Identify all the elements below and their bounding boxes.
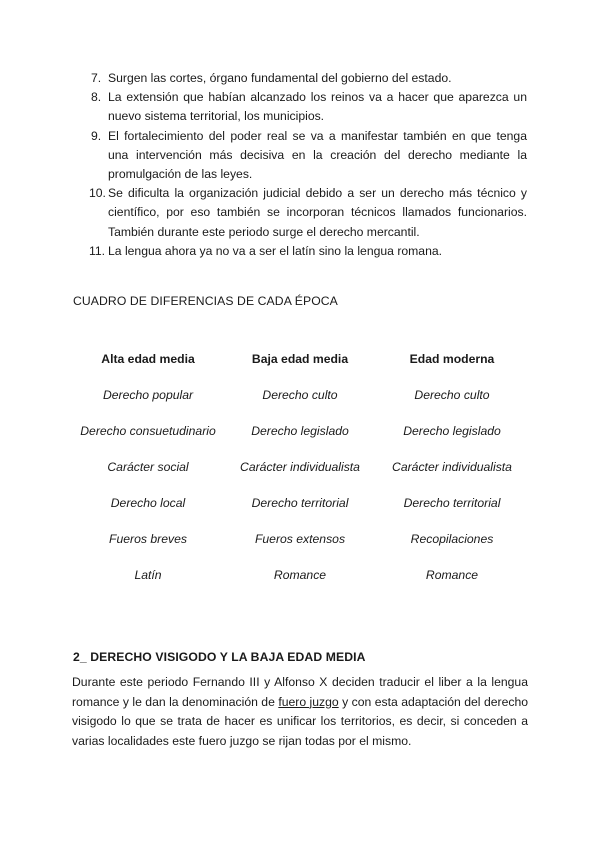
- underlined-term: fuero juzgo: [278, 694, 339, 709]
- table-cell: Derecho legislado: [403, 424, 501, 438]
- table-cell: Derecho territorial: [251, 496, 349, 510]
- section-heading: 2_ DERECHO VISIGODO Y LA BAJA EDAD MEDIA: [73, 650, 366, 664]
- column-header: Edad moderna: [409, 352, 495, 366]
- list-text: Se dificulta la organización judicial debido a ser un derecho más técnico y científico, por eso también se incorporan técnicos llamados funcionarios. También durante este periodo surge el derecho mercantil.: [108, 186, 527, 239]
- list-text: El fortalecimiento del poder real se va a manifestar también en que tenga una intervención más decisiva en la creación del derecho mediante la promulgación de las leyes.: [108, 128, 527, 182]
- table-cell: Fueros breves: [109, 532, 187, 546]
- table-header-row: [72, 350, 528, 386]
- list-number: 7.: [91, 71, 102, 85]
- list-item: [72, 184, 527, 242]
- table-cell: Derecho local: [110, 496, 186, 510]
- list-text: Surgen las cortes, órgano fundamental del gobierno del estado.: [108, 71, 452, 85]
- list-number: 9.: [91, 128, 102, 143]
- table-cell: Derecho consuetudinario: [80, 424, 216, 438]
- table-cell: Derecho culto: [414, 388, 490, 402]
- list-item: [72, 69, 527, 88]
- list-item: [72, 88, 527, 126]
- paragraph-text: y con esta adaptación del derecho visigodo lo que se trata de hacer es unificar los territorios, es decir, si conceden a varias localidades este fuero juzgo se rijan todas por el mismo.: [72, 694, 528, 748]
- list-number: 8.: [91, 90, 102, 105]
- table-cell: Derecho culto: [262, 388, 338, 402]
- table-row: [72, 566, 528, 602]
- cuadro-title: CUADRO DE DIFERENCIAS DE CADA ÉPOCA: [73, 294, 338, 308]
- table-cell: Carácter social: [107, 460, 189, 474]
- table-row: [72, 386, 528, 422]
- table-cell: Romance: [425, 568, 479, 582]
- differences-table: [72, 350, 528, 602]
- table-cell: Carácter individualista: [240, 460, 360, 474]
- list-number: 11.: [89, 243, 106, 258]
- table-cell: Derecho popular: [102, 388, 194, 402]
- table-cell: Derecho legislado: [251, 424, 349, 438]
- table-row: [72, 494, 528, 530]
- numbered-list: [72, 69, 527, 261]
- table-cell: Latín: [134, 568, 162, 582]
- table-cell: Romance: [273, 568, 327, 582]
- table-row: [72, 422, 528, 458]
- table-row: [72, 530, 528, 566]
- table-cell: Derecho territorial: [403, 496, 501, 510]
- section-paragraph: [72, 673, 528, 751]
- table-cell: Carácter individualista: [392, 460, 512, 474]
- column-header: Baja edad media: [251, 352, 349, 366]
- list-text: La lengua ahora ya no va a ser el latín sino la lengua romana.: [108, 243, 443, 258]
- list-number: 10.: [89, 186, 106, 201]
- table-cell: Recopilaciones: [410, 532, 494, 546]
- table-row: [72, 458, 528, 494]
- list-item: [72, 127, 527, 185]
- column-header: Alta edad media: [101, 352, 195, 366]
- paragraph-text: Durante este periodo Fernando III y Alfonso X deciden traducir el liber a la lengua romance y le dan la denominación de: [72, 675, 528, 709]
- table-cell: Fueros extensos: [254, 532, 346, 546]
- list-item: [72, 242, 527, 261]
- list-text: La extensión que habían alcanzado los reinos va a hacer que aparezca un nuevo sistema territorial, los municipios.: [108, 90, 527, 124]
